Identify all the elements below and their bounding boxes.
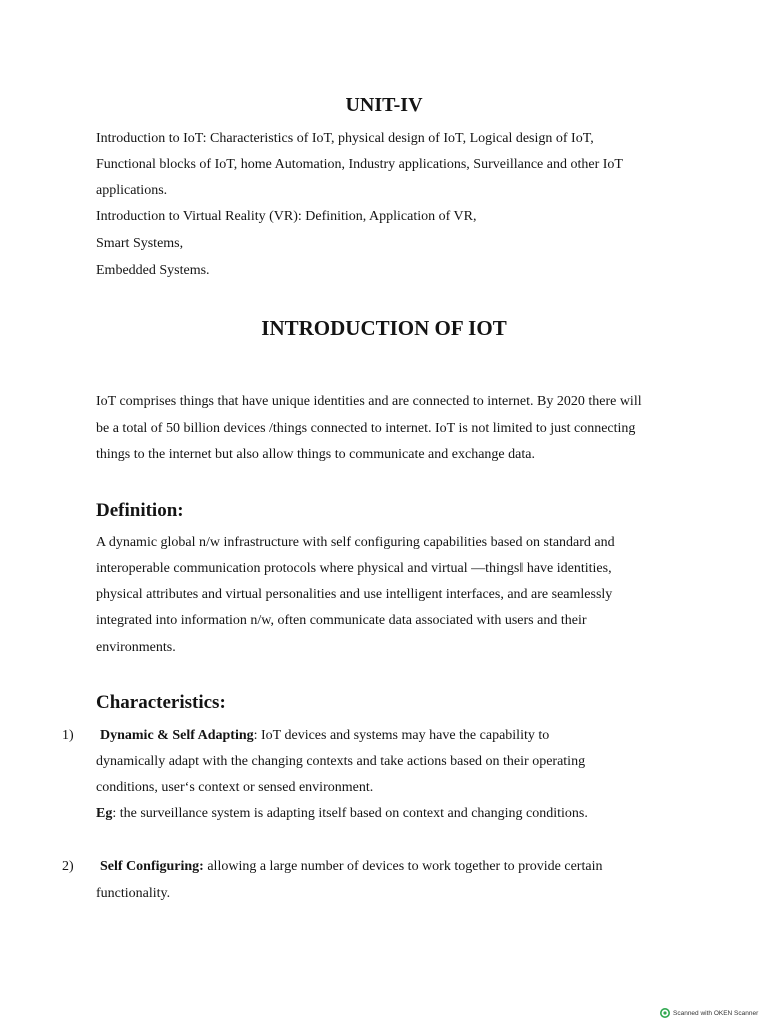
definition-paragraph-line: environments. <box>96 640 176 655</box>
intro-paragraph-line: IoT comprises things that have unique identities and are connected to internet. By 2020 there will <box>96 394 642 409</box>
item-text: : IoT devices and systems may have the capability to <box>253 728 550 743</box>
syllabus-line: Introduction to Virtual Reality (VR): Definition, Application of VR, <box>96 209 477 224</box>
unit-title: UNIT-IV <box>345 94 423 116</box>
syllabus-line: applications. <box>96 183 168 198</box>
item-title: Self Configuring: <box>100 859 204 874</box>
example-label: Eg <box>96 806 113 821</box>
intro-paragraph-line: be a total of 50 billion devices /things connected to internet. IoT is not limited to just connecting <box>96 421 636 436</box>
item-line: conditions, user‘s context or sensed environment. <box>96 780 374 795</box>
intro-paragraph-line: things to the internet but also allow things to communicate and exchange data. <box>96 447 535 462</box>
syllabus-line: Functional blocks of IoT, home Automation, Industry applications, Surveillance and other IoT <box>96 157 623 172</box>
definition-paragraph-line: integrated into information n/w, often communicate data associated with users and their <box>96 613 587 628</box>
definition-paragraph-line: interoperable communication protocols where physical and virtual —things‖ have identities, <box>96 561 612 576</box>
item-line: functionality. <box>96 886 171 901</box>
example-line <box>96 805 588 823</box>
scanner-logo-icon <box>660 1008 670 1018</box>
item-line: dynamically adapt with the changing contexts and take actions based on their operating <box>96 754 586 769</box>
characteristics-heading: Characteristics: <box>96 692 226 713</box>
definition-heading: Definition: <box>96 500 184 521</box>
intro-heading: INTRODUCTION OF IOT <box>261 316 507 340</box>
syllabus-line: Introduction to IoT: Characteristics of IoT, physical design of IoT, Logical design of IoT, <box>96 131 594 146</box>
item-text: allowing a large number of devices to work together to provide certain <box>203 859 603 874</box>
definition-paragraph-line: A dynamic global n/w infrastructure with self configuring capabilities based on standard and <box>96 535 615 550</box>
scanner-stamp-text: Scanned with OKEN Scanner <box>673 1009 759 1017</box>
syllabus-line: Smart Systems, <box>96 236 184 251</box>
syllabus-line: Embedded Systems. <box>96 263 210 278</box>
item-first-line <box>100 858 602 876</box>
item-number: 1) <box>62 728 74 743</box>
item-first-line <box>100 727 549 745</box>
item-number: 2) <box>62 859 74 874</box>
scanner-stamp <box>660 1006 758 1020</box>
item-title: Dynamic & Self Adapting <box>100 728 254 743</box>
definition-paragraph-line: physical attributes and virtual personalities and use intelligent interfaces, and are seamlessly <box>96 587 613 602</box>
example-text: : the surveillance system is adapting itself based on context and changing conditions. <box>112 806 588 821</box>
